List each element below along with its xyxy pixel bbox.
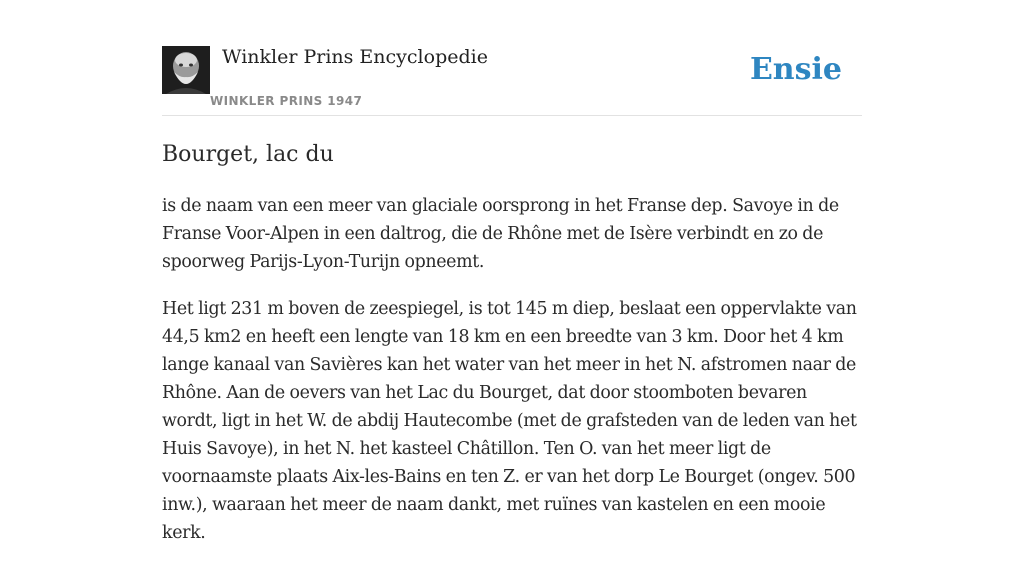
article-paragraph: Het ligt 231 m boven de zeespiegel, is tot 145 m diep, beslaat een oppervlakte van 44,5 km2 en heeft een lengte van 18 km en een breedte van 3 km. Door het 4 km lange kanaal van Savières kan het water van het meer in het N. afstromen naar de Rhône. Aan de oevers van het Lac du Bourget, dat door stoomboten bevaren wordt, ligt in het W. de abdij Hautecombe (met de grafsteden van de leden van het Huis Savoye), in het N. het kasteel Châtillon. Ten O. van het meer ligt de voornaamste plaats Aix-les-Bains en ten Z. er van het dorp Le Bourget (ongev. 500 inw.), waaraan het meer de naam dankt, met ruïnes van kastelen en een mooie kerk. (162, 299, 857, 543)
article-paragraph: is de naam van een meer van glaciale oorsprong in het Franse dep. Savoye in de Franse Voor-Alpen in een daltrog, die de Rhône met de Isère verbindt en zo de spoorweg Parijs-Lyon-Turijn opneemt. (162, 196, 839, 272)
article-body (162, 140, 862, 566)
avatar-portrait-image (162, 46, 210, 94)
source-edition: WINKLER PRINS 1947 (210, 94, 363, 108)
source-name[interactable]: Winkler Prins Encyclopedie (222, 46, 488, 68)
site-header (162, 40, 862, 116)
brand-logo[interactable]: Ensie (749, 52, 842, 87)
article-title: Bourget, lac du (162, 142, 334, 167)
author-avatar[interactable] (162, 46, 210, 94)
